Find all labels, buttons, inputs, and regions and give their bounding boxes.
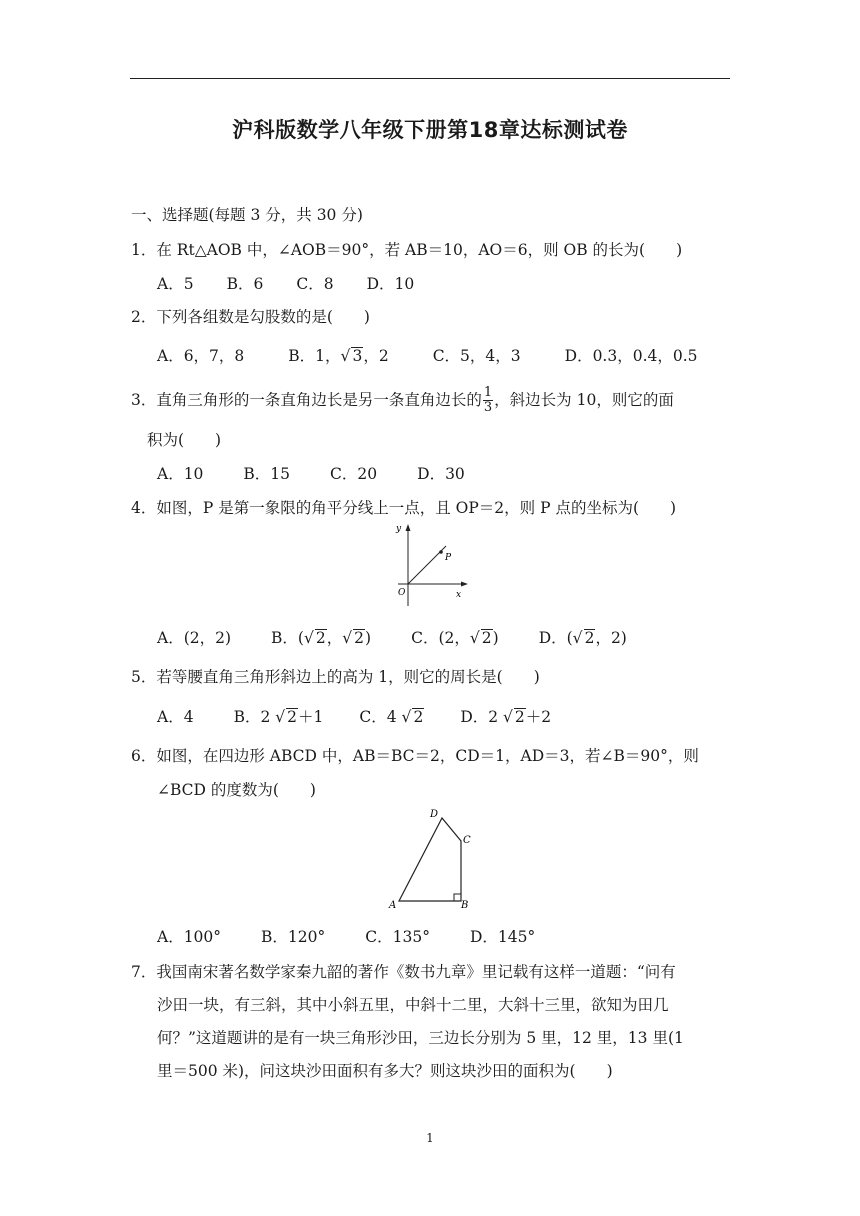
question-6-cont: ∠BCD 的度数为( ) [157, 781, 316, 799]
question-3-options [157, 462, 465, 484]
option-d: D．(√ 2，2) [538, 629, 627, 647]
question-6-options [157, 925, 535, 947]
question-7: 7．我国南宋著名数学家秦九韶的著作《数书九章》里记载有这样一道题：“问有 [131, 963, 676, 981]
vertex-a-label: A [389, 900, 397, 911]
option-a: A．(2，2) [157, 629, 232, 647]
vertex-b-label: B [461, 900, 469, 911]
question-7-line-2: 沙田一块，有三斜，其中小斜五里，中斜十二里，大斜十三里，欲知为田几 [157, 996, 669, 1014]
y-axis-label: y [396, 524, 402, 534]
option-c: C．4 √ 2 [359, 708, 424, 726]
option-a: A．10 [157, 465, 204, 483]
fraction-one-third: $\frac{1}{3}$ [483, 385, 493, 416]
question-6: 6．如图，在四边形 ABCD 中，AB＝BC＝2，CD＝1，AD＝3，若∠B＝90°，则 [131, 747, 699, 765]
option-c: C．135° [365, 928, 430, 946]
page-title: 沪科版数学八年级下册第18章达标测试卷 [232, 118, 628, 142]
option-b: B．15 [243, 465, 291, 483]
question-4: 4．如图，P 是第一象限的角平分线上一点，且 OP＝2，则 P 点的坐标为( ) [131, 499, 677, 517]
question-5: 5．若等腰直角三角形斜边上的高为 1，则它的周长是( ) [131, 668, 540, 686]
option-b: B．120° [261, 928, 326, 946]
option-c: C．5，4，3 [432, 347, 521, 365]
point-p-label: P [445, 553, 452, 563]
question-1: 1．在 Rt△AOB 中，∠AOB＝90°，若 AB＝10，AO＝6，则 OB 的长为( ) [131, 241, 683, 259]
question-7-line-4: 里＝500 米)，问这块沙田面积有多大？则这块沙田的面积为( ) [157, 1062, 613, 1080]
option-d: D．30 [417, 465, 465, 483]
question-5-options [157, 705, 551, 727]
option-d: D．145° [469, 928, 536, 946]
figure-coordinate-axes [390, 522, 470, 608]
option-b: B．(√ 2，√ 2) [271, 629, 372, 647]
option-c: C．20 [330, 465, 378, 483]
figure-quadrilateral-abcd [385, 804, 480, 912]
question-3: 3．直角三角形的一条直角边长是另一条直角边长的 $\frac{1}{3}$ ，斜边长为 10，则它的面 [131, 385, 674, 416]
question-7-line-3: 何？”这道题讲的是有一块三角形沙田，三边长分别为 5 里，12 里，13 里(1 [157, 1029, 684, 1047]
x-axis-label: x [456, 590, 462, 600]
question-1-options [157, 272, 414, 294]
option-d: D．0.3，0.4，0.5 [564, 347, 698, 365]
top-rule [130, 78, 730, 79]
section-heading: 一、选择题(每题 3 分，共 30 分) [131, 206, 363, 224]
vertex-d-label: D [430, 809, 439, 820]
page-number: 1 [426, 1131, 434, 1145]
option-d: D．2 √ 2＋2 [460, 708, 552, 726]
vertex-c-label: C [463, 835, 471, 846]
option-b: B．6 [226, 275, 264, 293]
option-c: C．(2，√ 2) [411, 629, 499, 647]
option-b: B．1，√ 3，2 [288, 347, 389, 365]
option-c: C．8 [296, 275, 334, 293]
option-a: A．6，7，8 [157, 347, 245, 365]
option-a: A．4 [157, 708, 194, 726]
option-b: B．2 √ 2＋1 [233, 708, 324, 726]
question-2: 2．下列各组数是勾股数的是( ) [131, 308, 370, 326]
question-3-cont: 积为( ) [147, 431, 222, 449]
option-d: D．10 [366, 275, 415, 293]
option-a: A．100° [157, 928, 222, 946]
option-a: A．5 [157, 275, 194, 293]
question-4-options [157, 626, 627, 648]
origin-label: O [398, 588, 406, 598]
question-2-options [157, 344, 698, 366]
